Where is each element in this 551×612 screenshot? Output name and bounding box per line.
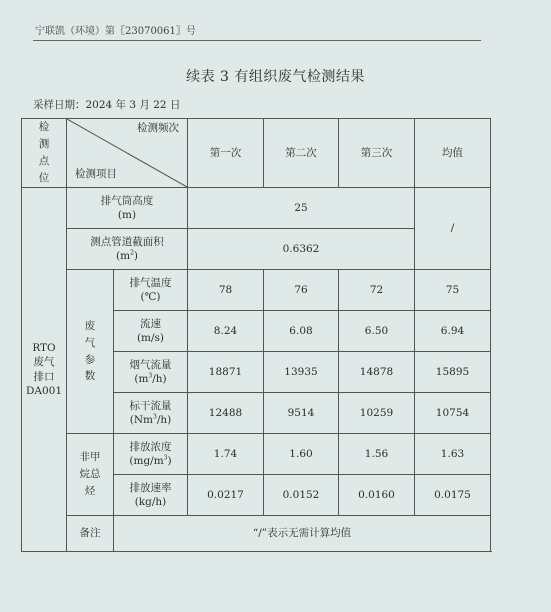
- point-header: 检测点位: [22, 119, 67, 188]
- area-label: 测点管道截面积 $(m^2)$: [67, 229, 188, 270]
- param-label: 排放速率 (kg/h): [114, 475, 188, 516]
- value-cell: 0.0160: [339, 475, 415, 516]
- corner-header: [67, 119, 188, 188]
- stack-height-label: 排气筒高度 (m): [67, 188, 188, 229]
- param-label: 排放浓度 $(mg/m^3)$: [114, 434, 188, 475]
- value-cell: 18871: [188, 352, 264, 393]
- item-label: 检测项目: [75, 167, 117, 180]
- sample-date: 采样日期：2024 年 3 月 22 日: [33, 99, 181, 111]
- value-cell: 0.0175: [415, 475, 491, 516]
- value-cell: 8.24: [188, 311, 264, 352]
- remark-text: “/”表示无需计算均值: [114, 516, 491, 552]
- frequency-label: 检测频次: [137, 122, 179, 134]
- value-cell: 10754: [415, 393, 491, 434]
- value-cell: 1.56: [339, 434, 415, 475]
- value-cell: 0.0152: [264, 475, 339, 516]
- sampling-point: RTO 废气 排口 DA001: [22, 188, 67, 552]
- freq-1: 第一次: [188, 119, 264, 188]
- results-table: [21, 118, 491, 552]
- value-cell: 78: [188, 270, 264, 311]
- page-title: 续表 3 有组织废气检测结果: [186, 69, 365, 85]
- group-exhaust-params: 废气参数: [67, 270, 114, 434]
- mean-slash: /: [415, 188, 491, 270]
- value-cell: 9514: [264, 393, 339, 434]
- value-cell: 12488: [188, 393, 264, 434]
- value-cell: 1.74: [188, 434, 264, 475]
- value-cell: 76: [264, 270, 339, 311]
- header-divider: [33, 40, 481, 41]
- table-row: [22, 270, 491, 311]
- freq-mean: 均值: [415, 119, 491, 188]
- area-value: 0.6362: [188, 229, 415, 270]
- value-cell: 14878: [339, 352, 415, 393]
- freq-3: 第三次: [339, 119, 415, 188]
- table-header-row: [22, 119, 491, 188]
- table-row: [22, 434, 491, 475]
- value-cell: 1.60: [264, 434, 339, 475]
- value-cell: 72: [339, 270, 415, 311]
- param-label: 排气温度 (℃): [114, 270, 188, 311]
- freq-2: 第二次: [264, 119, 339, 188]
- param-label: 标干流量 (Nm$^3$/h): [114, 393, 188, 434]
- value-cell: 13935: [264, 352, 339, 393]
- value-cell: 6.94: [415, 311, 491, 352]
- value-cell: 0.0217: [188, 475, 264, 516]
- remark-row: [22, 516, 491, 552]
- stack-height-value: 25: [188, 188, 415, 229]
- param-label: 烟气流量 $(m^3/h)$: [114, 352, 188, 393]
- value-cell: 6.50: [339, 311, 415, 352]
- remark-label: 备注: [67, 516, 114, 552]
- value-cell: 10259: [339, 393, 415, 434]
- param-label: 流速 (m/s): [114, 311, 188, 352]
- value-cell: 15895: [415, 352, 491, 393]
- group-nmhc: 非甲烷总烃: [67, 434, 114, 516]
- value-cell: 1.63: [415, 434, 491, 475]
- table-row: [22, 188, 491, 229]
- value-cell: 75: [415, 270, 491, 311]
- document-number: 宁联凯（环境）第〖23070061〗号: [35, 26, 196, 37]
- value-cell: 6.08: [264, 311, 339, 352]
